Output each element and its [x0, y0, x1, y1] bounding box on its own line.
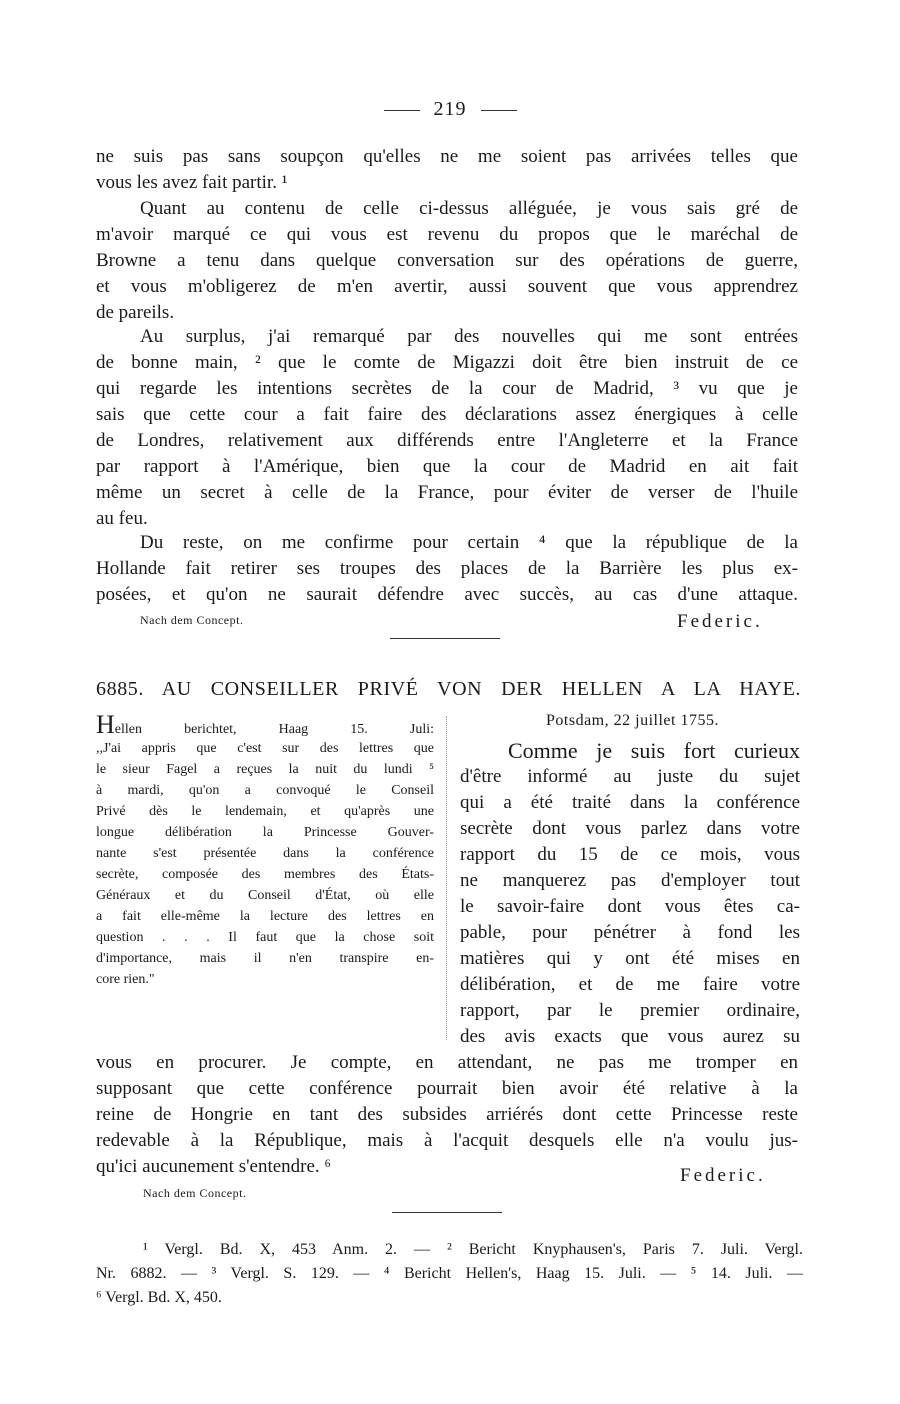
summary-line: le sieur Fagel a reçues la nuit du lundi ⁵: [96, 762, 434, 777]
letter-line: délibération, et de me faire votre: [460, 974, 800, 995]
section-rule: [392, 1212, 502, 1213]
letter-line: ne manquerez pas d'employer tout: [460, 870, 800, 891]
text-line: supposant que cette conférence pourrait bien avoir été relative à la: [96, 1078, 798, 1099]
summary-line: ellen berichtet, Haag 15. Juli:: [114, 722, 434, 737]
text-line: Browne a tenu dans quelque conversation sur des opérations de guerre,: [96, 250, 798, 271]
text-line: et vous m'obligerez de m'en avertir, aussi souvent que vous apprendrez: [96, 276, 798, 297]
summary-line: ,,J'ai appris que c'est sur des lettres que: [96, 741, 434, 756]
signature: Federic.: [680, 1165, 766, 1186]
signature: Federic.: [677, 611, 763, 632]
summary-line: longue délibération la Princesse Gouver-: [96, 825, 434, 840]
summary-line: core rien.": [96, 972, 155, 987]
text-line: de Londres, relativement aux différends entre l'Angleterre et la France: [96, 430, 798, 451]
text-line: reine de Hongrie en tant des subsides arriérés dont cette Princesse reste: [96, 1104, 798, 1125]
letter-line: rapport du 15 de ce mois, vous: [460, 844, 800, 865]
letter-line: d'être informé au juste du sujet: [460, 766, 800, 787]
text-line: même un secret à celle de la France, pour éviter de verser de l'huile: [96, 482, 798, 503]
drop-initial: H: [96, 710, 115, 739]
text-line: Du reste, on me confirme pour certain ⁴ que la république de la: [140, 532, 798, 553]
summary-line: a fait elle-même la lecture des lettres en: [96, 909, 434, 924]
letter-line: secrète dont vous parlez dans votre: [460, 818, 800, 839]
footnote-line: Nr. 6882. — ³ Vergl. S. 129. — ⁴ Bericht Hellen's, Haag 15. Juli. — ⁵ 14. Juli. —: [96, 1265, 803, 1282]
text-line: par rapport à l'Amérique, bien que la cour de Madrid en ait fait: [96, 456, 798, 477]
text-line: Quant au contenu de celle ci-dessus alléguée, je vous sais gré de: [140, 198, 798, 219]
summary-line: à mardi, qu'on a convoqué le Conseil: [96, 783, 434, 798]
letter-line: Comme je suis fort curieux: [508, 738, 800, 763]
text-line: qui regarde les intentions secrètes de la cour de Madrid, ³ vu que je: [96, 378, 798, 399]
summary-line: d'importance, mais il n'en transpire en-: [96, 951, 434, 966]
dash-right: [481, 110, 517, 111]
summary-line: question . . . Il faut que la chose soit: [96, 930, 434, 945]
text-line: redevable à la République, mais à l'acquit desquels elle n'a voulu jus-: [96, 1130, 798, 1151]
text-line: posées, et qu'on ne saurait défendre avec succès, au cas d'une attaque.: [96, 584, 798, 605]
letter-line: le savoir-faire dont vous êtes ca-: [460, 896, 800, 917]
text-line: qu'ici aucunement s'entendre. ⁶: [96, 1156, 332, 1177]
summary-line: secrète, composée des membres des États-: [96, 867, 434, 882]
page-number: 219: [0, 98, 900, 121]
text-line: vous les avez fait partir. ¹: [96, 172, 288, 193]
text-line: de bonne main, ² que le comte de Migazzi doit être bien instruit de ce: [96, 352, 798, 373]
source-note: Nach dem Concept.: [143, 1186, 247, 1200]
text-line: de pareils.: [96, 302, 175, 323]
source-note: Nach dem Concept.: [140, 613, 244, 627]
letter-heading: 6885. AU CONSEILLER PRIVÉ VON DER HELLEN A LA HAYE.: [96, 678, 801, 700]
text-line: Au surplus, j'ai remarqué par des nouvelles qui me sont entrées: [140, 326, 798, 347]
dateline: Potsdam, 22 juillet 1755.: [546, 712, 719, 729]
text-line: au feu.: [96, 508, 148, 529]
text-line: Hollande fait retirer ses troupes des places de la Barrière les plus ex-: [96, 558, 798, 579]
letter-line: pable, pour pénétrer à fond les: [460, 922, 800, 943]
footnote-line: ¹ Vergl. Bd. X, 453 Anm. 2. — ² Bericht Knyphausen's, Paris 7. Juli. Vergl.: [143, 1241, 803, 1258]
letter-line: des avis exacts que vous aurez su: [460, 1026, 800, 1047]
footnote-line: ⁶ Vergl. Bd. X, 450.: [96, 1289, 222, 1306]
letter-line: rapport, par le premier ordinaire,: [460, 1000, 800, 1021]
dash-left: [384, 110, 420, 111]
section-rule: [390, 638, 500, 639]
text-line: vous en procurer. Je compte, en attendant, ne pas me tromper en: [96, 1052, 798, 1073]
summary-line: Généraux et du Conseil d'État, où elle: [96, 888, 434, 903]
column-divider: [446, 716, 447, 1040]
text-line: sais que cette cour a fait faire des déclarations assez énergiques à celle: [96, 404, 798, 425]
text-line: m'avoir marqué ce qui vous est revenu du propos que le maréchal de: [96, 224, 798, 245]
summary-line: Privé dès le lendemain, et qu'après une: [96, 804, 434, 819]
text-line: ne suis pas sans soupçon qu'elles ne me soient pas arrivées telles que: [96, 146, 798, 167]
summary-line: nante s'est présentée dans la conférence: [96, 846, 434, 861]
letter-line: matières qui y ont été mises en: [460, 948, 800, 969]
letter-line: qui a été traité dans la conférence: [460, 792, 800, 813]
